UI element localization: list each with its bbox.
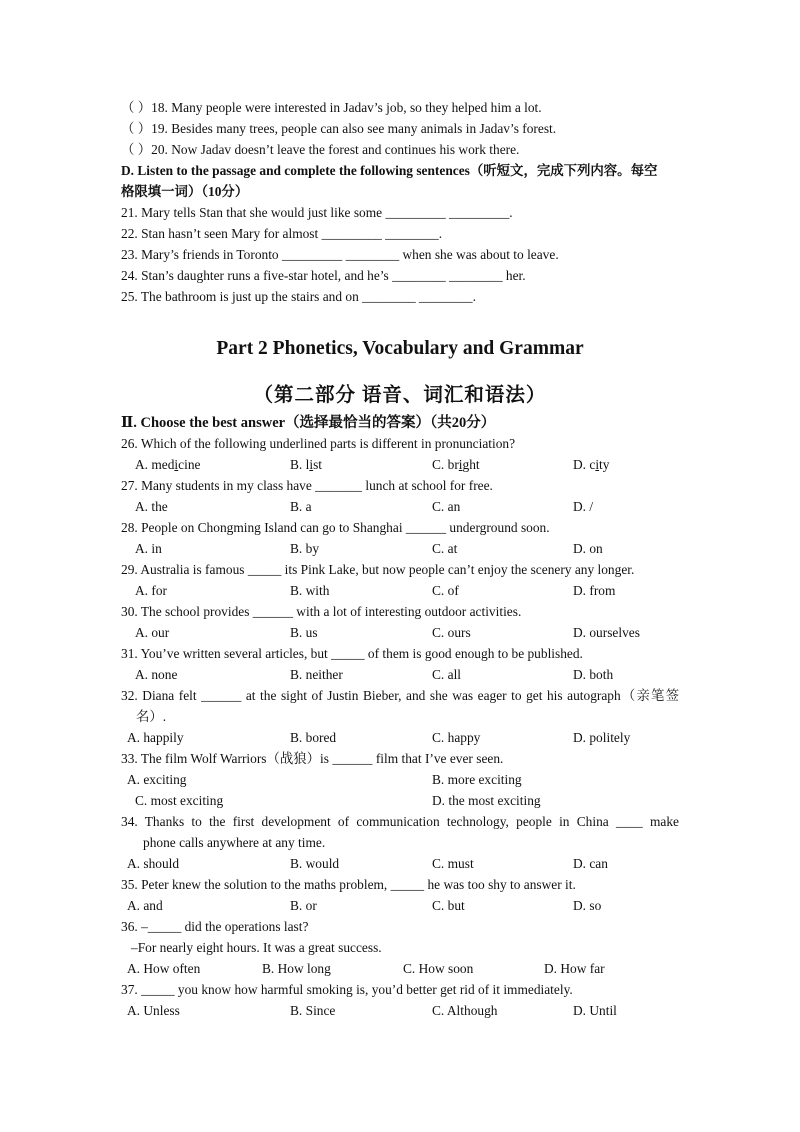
part2-title: Part 2 Phonetics, Vocabulary and Grammar bbox=[216, 338, 584, 359]
question-27-stem: 27. Many students in my class have _______ lunch at school for free. bbox=[121, 478, 493, 493]
part2-subtitle: （第二部分 语音、词汇和语法） bbox=[253, 385, 547, 406]
answer-blank[interactable]: （ ） bbox=[121, 121, 152, 136]
option-31-d[interactable]: D. both bbox=[573, 667, 614, 682]
question-36-stem: 36. –_____ did the operations last? bbox=[121, 919, 309, 934]
answer-blank[interactable]: （ ） bbox=[121, 100, 152, 115]
option-28-b[interactable]: B. by bbox=[290, 541, 320, 556]
option-34-c[interactable]: C. must bbox=[432, 856, 474, 871]
option-32-a[interactable]: A. happily bbox=[127, 730, 184, 745]
question-32-stem: 32. Diana felt ______ at the sight of Justin Bieber, and she was eager to get his autograph（亲笔签 bbox=[121, 688, 679, 703]
option-37-a[interactable]: A. Unless bbox=[127, 1003, 180, 1018]
question-32-stem-cont: 名）. bbox=[136, 709, 167, 724]
option-36-a[interactable]: A. How often bbox=[127, 961, 201, 976]
option-32-b[interactable]: B. bored bbox=[290, 730, 337, 745]
question-31-stem: 31. You’ve written several articles, but _____ of them is good enough to be published. bbox=[121, 646, 583, 661]
option-30-c[interactable]: C. ours bbox=[432, 625, 471, 640]
option-29-d[interactable]: D. from bbox=[573, 583, 616, 598]
option-26-c[interactable]: C. bright bbox=[432, 457, 480, 472]
question-26-stem: 26. Which of the following underlined parts is different in pronunciation? bbox=[121, 436, 516, 451]
option-29-c[interactable]: C. of bbox=[432, 583, 459, 598]
option-29-a[interactable]: A. for bbox=[135, 583, 167, 598]
option-32-c[interactable]: C. happy bbox=[432, 730, 481, 745]
section-d-heading: D. Listen to the passage and complete the following sentences（听短文，完成下列内容。每空 bbox=[121, 163, 658, 178]
option-31-c[interactable]: C. all bbox=[432, 667, 462, 682]
option-26-a[interactable]: A. medicine bbox=[135, 457, 201, 472]
question-28-stem: 28. People on Chongming Island can go to Shanghai ______ underground soon. bbox=[121, 520, 550, 535]
option-33-d[interactable]: D. the most exciting bbox=[432, 793, 541, 808]
question-33-stem: 33. The film Wolf Warriors（战狼）is ______ film that I’ve ever seen. bbox=[121, 751, 504, 766]
option-28-c[interactable]: C. at bbox=[432, 541, 458, 556]
answer-blank[interactable]: （ ） bbox=[121, 142, 152, 157]
tf-text: 20. Now Jadav doesn’t leave the forest and continues his work there. bbox=[151, 142, 520, 157]
question-36-reply: –For nearly eight hours. It was a great success. bbox=[131, 940, 382, 955]
section-d-heading-cont: 格限填一词）（10分） bbox=[121, 184, 249, 199]
option-36-c[interactable]: C. How soon bbox=[403, 961, 474, 976]
question-29-stem: 29. Australia is famous _____ its Pink Lake, but now people can’t enjoy the scenery any longer. bbox=[121, 562, 635, 577]
tf-item-18 bbox=[121, 100, 542, 116]
section-ii-heading: Ⅱ. Choose the best answer（选择最恰当的答案）（共20分） bbox=[121, 415, 496, 431]
question-35-stem: 35. Peter knew the solution to the maths problem, _____ he was too shy to answer it. bbox=[121, 877, 576, 892]
option-35-a[interactable]: A. and bbox=[127, 898, 163, 913]
option-37-b[interactable]: B. Since bbox=[290, 1003, 336, 1018]
option-29-b[interactable]: B. with bbox=[290, 583, 330, 598]
option-28-d[interactable]: D. on bbox=[573, 541, 603, 556]
underlined-letter: i bbox=[458, 457, 463, 472]
option-31-b[interactable]: B. neither bbox=[290, 667, 343, 682]
tf-item-19 bbox=[121, 121, 556, 137]
option-34-d[interactable]: D. can bbox=[573, 856, 608, 871]
option-31-a[interactable]: A. none bbox=[135, 667, 178, 682]
underlined-letter: i bbox=[309, 457, 314, 472]
option-37-c[interactable]: C. Although bbox=[432, 1003, 498, 1018]
question-30-stem: 30. The school provides ______ with a lot of interesting outdoor activities. bbox=[121, 604, 522, 619]
tf-text: 19. Besides many trees, people can also see many animals in Jadav’s forest. bbox=[151, 121, 557, 136]
option-30-d[interactable]: D. ourselves bbox=[573, 625, 640, 640]
option-32-d[interactable]: D. politely bbox=[573, 730, 631, 745]
fill-item-23: 23. Mary’s friends in Toronto _________ ________ when she was about to leave. bbox=[121, 247, 559, 262]
question-37-stem: 37. _____ you know how harmful smoking is, you’d better get rid of it immediately. bbox=[121, 982, 573, 997]
question-34-stem-cont: phone calls anywhere at any time. bbox=[143, 835, 326, 850]
option-27-c[interactable]: C. an bbox=[432, 499, 461, 514]
fill-item-22: 22. Stan hasn’t seen Mary for almost _________ ________. bbox=[121, 226, 443, 241]
fill-item-24: 24. Stan’s daughter runs a five-star hotel, and he’s ________ ________ her. bbox=[121, 268, 526, 283]
option-34-a[interactable]: A. should bbox=[127, 856, 180, 871]
option-27-a[interactable]: A. the bbox=[135, 499, 168, 514]
fill-item-25: 25. The bathroom is just up the stairs and on ________ ________. bbox=[121, 289, 476, 304]
option-33-b[interactable]: B. more exciting bbox=[432, 772, 522, 787]
option-34-b[interactable]: B. would bbox=[290, 856, 340, 871]
option-33-a[interactable]: A. exciting bbox=[127, 772, 187, 787]
option-33-c[interactable]: C. most exciting bbox=[135, 793, 224, 808]
option-30-b[interactable]: B. us bbox=[290, 625, 318, 640]
option-35-c[interactable]: C. but bbox=[432, 898, 465, 913]
option-35-d[interactable]: D. so bbox=[573, 898, 602, 913]
option-28-a[interactable]: A. in bbox=[135, 541, 162, 556]
option-27-b[interactable]: B. a bbox=[290, 499, 312, 514]
option-36-d[interactable]: D. How far bbox=[544, 961, 605, 976]
option-37-d[interactable]: D. Until bbox=[573, 1003, 617, 1018]
option-36-b[interactable]: B. How long bbox=[262, 961, 331, 976]
option-26-d[interactable]: D. city bbox=[573, 457, 610, 472]
underlined-letter: i bbox=[595, 457, 600, 472]
option-27-d[interactable]: D. / bbox=[573, 499, 594, 514]
tf-item-20 bbox=[121, 142, 519, 158]
fill-item-21: 21. Mary tells Stan that she would just like some _________ _________. bbox=[121, 205, 513, 220]
question-34-stem: 34. Thanks to the first development of communication technology, people in China ____ make bbox=[121, 814, 679, 829]
option-35-b[interactable]: B. or bbox=[290, 898, 317, 913]
option-30-a[interactable]: A. our bbox=[135, 625, 170, 640]
tf-text: 18. Many people were interested in Jadav’s job, so they helped him a lot. bbox=[151, 100, 542, 115]
option-26-b[interactable]: B. list bbox=[290, 457, 323, 472]
underlined-letter: i bbox=[174, 457, 179, 472]
